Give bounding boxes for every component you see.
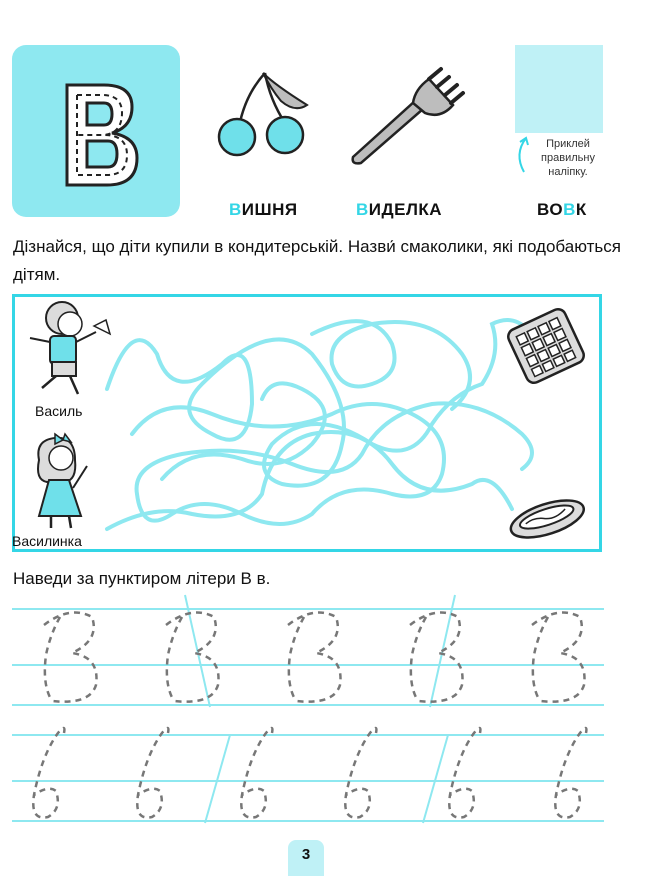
cursive-lower-v-5 (449, 728, 480, 818)
sticker-note: Приклей правильну наліпку. (541, 138, 595, 178)
trace-title: Наведи за пунктиром літери В в. (13, 569, 271, 588)
boy-illustration (22, 298, 114, 398)
cherry-icon (215, 65, 315, 165)
cursive-lower-v-2 (137, 728, 168, 818)
word-cherry: ВИШНЯ (229, 200, 298, 219)
instruction-text: Дізнайся, що діти купили в кондитерській. Назви́ смаколики, які подобаються дітям. (13, 237, 621, 284)
child-name-1: Василь (35, 403, 83, 419)
curved-arrow-icon (512, 136, 532, 176)
cursive-upper-v-4 (410, 613, 463, 702)
cursive-lower-v-3 (241, 728, 272, 818)
word-fork: ВИДЕЛКА (356, 200, 443, 219)
cursive-upper-v-5 (532, 613, 585, 702)
sticker-placeholder[interactable] (515, 45, 603, 133)
cursive-lower-v-4 (345, 728, 376, 818)
page-number: 3 (288, 840, 324, 876)
cursive-upper-v-3 (288, 613, 341, 702)
cursive-lower-v-1 (33, 728, 64, 818)
eclair-icon (505, 493, 590, 543)
girl-illustration (25, 430, 105, 530)
tracing-guidelines (0, 595, 648, 835)
waffle-icon (505, 305, 587, 387)
dashed-letter-v (12, 45, 180, 217)
cursive-upper-v-1 (44, 613, 97, 702)
cursive-lower-v-6 (555, 728, 586, 818)
child-name-2: Василинка (12, 533, 82, 549)
fork-icon (345, 65, 465, 165)
letter-tile (12, 45, 180, 217)
word-wolf: ВОВК (537, 200, 587, 219)
